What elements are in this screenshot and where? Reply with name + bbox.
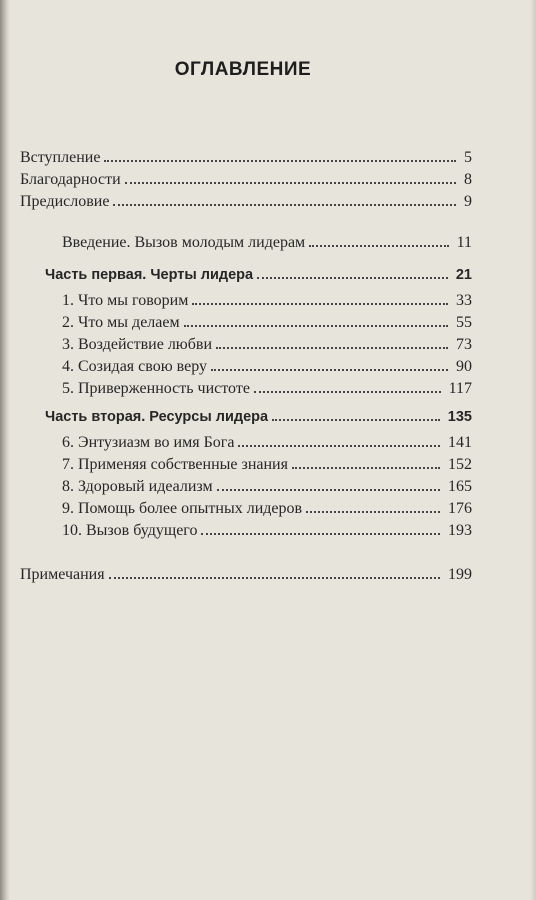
- dot-leader: [217, 489, 440, 491]
- dot-leader: [109, 577, 440, 579]
- toc-entry-introduction[interactable]: [62, 232, 472, 254]
- toc-entry-page: 8: [464, 171, 472, 188]
- toc-entry-foreword[interactable]: [20, 147, 472, 169]
- dot-leader: [254, 391, 441, 393]
- toc-entry-notes[interactable]: [20, 564, 472, 586]
- toc-entry-label: 6. Энтузиазм во имя Бога: [62, 434, 235, 451]
- toc-entry-page: 176: [448, 500, 472, 517]
- toc-chapter-entry[interactable]: [62, 378, 472, 400]
- dot-leader: [216, 347, 448, 349]
- toc-chapter-entry[interactable]: [62, 334, 472, 356]
- toc-entry-page: 9: [464, 193, 472, 210]
- toc-entry-page: 117: [448, 380, 472, 397]
- toc-entry-page: 21: [455, 267, 472, 283]
- toc-entry-label: 7. Применяя собственные знания: [62, 456, 288, 473]
- toc-entry-label: 2. Что мы делаем: [62, 314, 180, 331]
- toc-entry-page: 141: [448, 434, 472, 451]
- toc-entry-label: 9. Помощь более опытных лидеров: [62, 500, 303, 517]
- toc-entry-page: 11: [456, 234, 472, 251]
- toc-entry-page: 55: [456, 314, 472, 331]
- toc-chapter-entry[interactable]: [62, 356, 472, 378]
- toc-entry-label: Введение. Вызов молодым лидерам: [62, 234, 306, 251]
- toc-entry-page: 199: [448, 566, 472, 583]
- toc-entry-label: 5. Приверженность чистоте: [62, 380, 250, 397]
- dot-leader: [306, 511, 440, 513]
- toc-part-heading[interactable]: [45, 406, 472, 428]
- dot-leader: [238, 445, 440, 447]
- toc-part-heading[interactable]: [45, 264, 472, 286]
- toc-entry-label: 3. Воздействие любви: [62, 336, 213, 353]
- toc-entry-page: 90: [456, 358, 472, 375]
- toc-chapter-entry[interactable]: [62, 498, 472, 520]
- dot-leader: [272, 419, 440, 421]
- dot-leader: [104, 160, 456, 162]
- toc-part-label: Часть первая. Черты лидера: [45, 267, 254, 283]
- toc-entry-page: 193: [448, 522, 472, 539]
- toc-entry-page: 135: [447, 409, 472, 425]
- page-edge-shadow: [0, 0, 10, 900]
- toc-entry-page: 165: [448, 478, 472, 495]
- toc-entry-label: 10. Вызов будущего: [62, 522, 198, 539]
- toc-entry-label: 8. Здоровый идеализм: [62, 478, 213, 495]
- toc-chapter-entry[interactable]: [62, 312, 472, 334]
- dot-leader: [184, 325, 448, 327]
- toc-part-label: Часть вторая. Ресурсы лидера: [45, 409, 269, 425]
- toc-chapter-entry[interactable]: [62, 520, 472, 542]
- toc-entry-label: 1. Что мы говорим: [62, 292, 189, 309]
- toc-entry-label: Предисловие: [20, 193, 110, 210]
- toc-entry-page: 5: [464, 149, 472, 166]
- dot-leader: [192, 303, 448, 305]
- dot-leader: [309, 245, 448, 247]
- toc-chapter-entry[interactable]: [62, 432, 472, 454]
- dot-leader: [125, 182, 456, 184]
- dot-leader: [113, 204, 456, 206]
- toc-entry-label: Вступление: [20, 149, 101, 166]
- toc-entry-page: 152: [448, 456, 472, 473]
- toc-entry-label: Благодарности: [20, 171, 121, 188]
- dot-leader: [201, 533, 440, 535]
- toc-entry-page: 73: [456, 336, 472, 353]
- page-title: ОГЛАВЛЕНИЕ: [174, 59, 312, 80]
- dot-leader: [257, 277, 448, 279]
- toc-entry-acknowledgements[interactable]: [20, 169, 472, 191]
- toc-entry-page: 33: [456, 292, 472, 309]
- dot-leader: [211, 369, 448, 371]
- toc-chapter-entry[interactable]: [62, 476, 472, 498]
- toc-entry-preface[interactable]: [20, 191, 472, 213]
- toc-entry-label: Примечания: [20, 566, 105, 583]
- toc-entry-label: 4. Созидая свою веру: [62, 358, 208, 375]
- toc-chapter-entry[interactable]: [62, 454, 472, 476]
- page-edge-right: [530, 0, 536, 900]
- toc-chapter-entry[interactable]: [62, 290, 472, 312]
- dot-leader: [292, 467, 440, 469]
